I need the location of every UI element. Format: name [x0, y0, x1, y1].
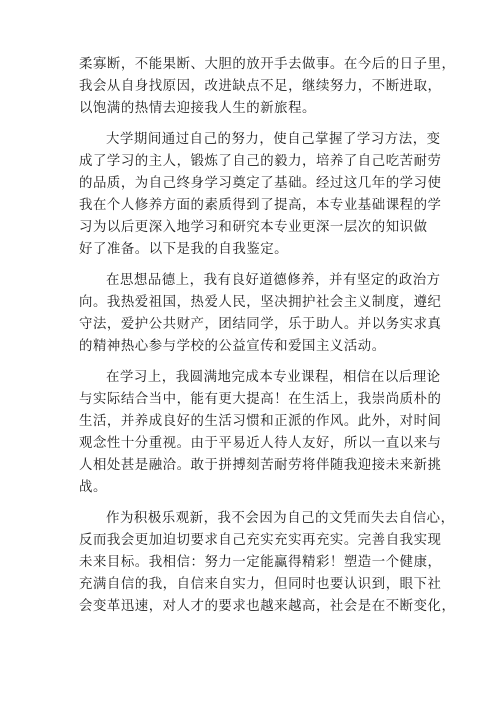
text-line: 人相处甚是融洽。敢于拼搏刻苦耐劳将伴随我迎接未来新挑 [79, 458, 442, 473]
text-line: 与实际结合当中，能有更大提高！在生活上，我崇尚质朴的 [79, 392, 442, 407]
text-line: 会变革迅速，对人才的要求也越来越高，社会是在不断变化， [79, 599, 456, 614]
text-line: 大学期间通过自己的努力，使自己掌握了学习方法，变 [106, 132, 441, 147]
text-line: 好了准备。以下是我的自我鉴定。 [79, 242, 289, 257]
paragraph-5 [79, 508, 456, 618]
text-line: 我会从自身找原因，改进缺点不足，继续努力，不断进取， [79, 79, 442, 94]
text-line: 战。 [79, 480, 107, 495]
text-line: 柔寡断，不能果断、大胆的放开手去做事。在今后的日子里， [79, 57, 456, 72]
text-line: 作为积极乐观新，我不会因为自己的文凭而失去自信心， [106, 511, 455, 526]
text-line: 我在个人修养方面的素质得到了提高，本专业基础课程的学 [79, 198, 442, 213]
text-line: 守法，爱护公共财产，团结同学，乐于助人。并以务实求真 [79, 317, 442, 332]
text-line: 反而我会更加迫切要求自己充实充实再充实。完善自我实现 [79, 533, 442, 548]
paragraph-3 [79, 270, 442, 358]
text-line: 在学习上，我圆满地完成本专业课程，相信在以后理论 [106, 370, 441, 385]
text-line: 观念性十分重视。由于平易近人待人友好，所以一直以来与 [79, 436, 442, 451]
text-line: 向。我热爱祖国，热爱人民，坚决拥护社会主义制度，遵纪 [79, 295, 442, 310]
text-line: 以饱满的热情去迎接我人生的新旅程。 [79, 101, 316, 116]
text-line: 充满自信的我，自信来自实力，但同时也要认识到，眼下社 [79, 577, 442, 592]
text-line: 的品质，为自己终身学习奠定了基础。经过这几年的学习使 [79, 176, 442, 191]
text-line: 成了学习的主人，锻炼了自己的毅力，培养了自己吃苦耐劳 [79, 154, 442, 169]
text-line: 生活，并养成良好的生活习惯和正派的作风。此外，对时间 [79, 414, 442, 429]
text-line: 在思想品德上，我有良好道德修养，并有坚定的政治方 [106, 273, 441, 288]
paragraph-4 [79, 367, 442, 499]
text-line: 未来目标。我相信：努力一定能赢得精彩！塑造一个健康， [79, 555, 442, 570]
paragraph-1 [79, 54, 456, 120]
document-page [79, 54, 456, 627]
text-line: 的精神热心参与学校的公益宣传和爱国主义活动。 [79, 339, 386, 354]
paragraph-2 [79, 129, 442, 261]
text-line: 习为以后更深入地学习和研究本专业更深一层次的知识做 [79, 220, 428, 235]
